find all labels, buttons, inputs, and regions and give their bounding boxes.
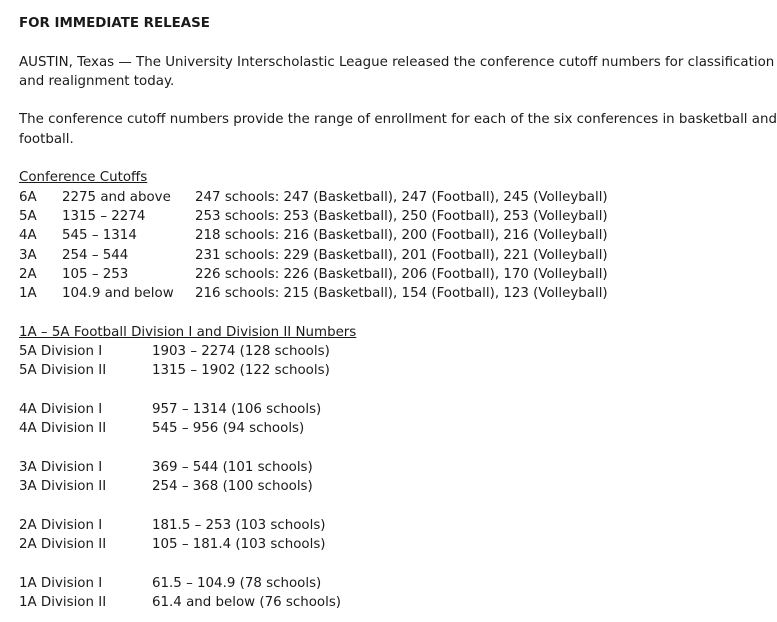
cutoff-row-5a — [19, 207, 608, 226]
division-row-4a-d1 — [19, 400, 601, 419]
division-value: 1315 – 1902 (122 schools) — [152, 363, 330, 379]
spacer — [19, 496, 601, 515]
cutoff-schools: 226 schools: 226 (Basketball), 206 (Football), 170 (Volleyball) — [195, 266, 608, 282]
cutoff-schools: 231 schools: 229 (Basketball), 201 (Football), 221 (Volleyball) — [195, 247, 608, 263]
intro-line-2: and realignment today. — [19, 73, 175, 89]
division-label: 1A Division II — [19, 594, 107, 610]
cutoff-range: 545 – 1314 — [62, 228, 137, 244]
cutoff-conference: 4A — [19, 228, 37, 244]
division-row-1a-d1 — [19, 574, 601, 593]
division-label: 5A Division I — [19, 344, 103, 360]
division-value: 957 – 1314 (106 schools) — [152, 401, 322, 417]
division-label: 1A Division I — [19, 575, 103, 591]
cutoff-range: 1315 – 2274 — [62, 208, 146, 224]
cutoff-range: 105 – 253 — [62, 266, 129, 282]
division-label: 4A Division I — [19, 401, 103, 417]
cutoff-range: 2275 and above — [62, 189, 171, 205]
division-value: 61.5 – 104.9 (78 schools) — [152, 575, 322, 591]
spacer — [19, 91, 601, 110]
division-value: 61.4 and below (76 schools) — [152, 594, 342, 610]
cutoff-schools: 218 schools: 216 (Basketball), 200 (Football), 216 (Volleyball) — [195, 228, 608, 244]
division-row-3a-d1 — [19, 458, 601, 477]
press-release-document — [19, 14, 777, 612]
cutoff-row-2a — [19, 265, 608, 284]
division-row-4a-d2 — [19, 419, 601, 438]
spacer — [19, 381, 601, 400]
spacer — [19, 554, 601, 573]
division-label: 4A Division II — [19, 421, 107, 437]
division-row-1a-d2 — [19, 593, 601, 612]
cutoff-schools: 216 schools: 215 (Basketball), 154 (Football), 123 (Volleyball) — [195, 286, 608, 302]
division-value: 181.5 – 253 (103 schools) — [152, 517, 326, 533]
division-label: 2A Division II — [19, 537, 107, 553]
spacer — [19, 33, 601, 52]
cutoff-conference: 6A — [19, 189, 37, 205]
division-label: 3A Division I — [19, 459, 103, 475]
division-label: 5A Division II — [19, 363, 107, 379]
explain-line-1: The conference cutoff numbers provide the range of enrollment for each of the six conferences in basketball and — [19, 112, 777, 128]
division-value: 369 – 544 (101 schools) — [152, 459, 313, 475]
division-row-5a-d2 — [19, 361, 601, 380]
division-row-2a-d2 — [19, 535, 601, 554]
division-row-5a-d1 — [19, 342, 601, 361]
division-label: 3A Division II — [19, 479, 107, 495]
cutoff-row-1a — [19, 284, 608, 303]
cutoff-schools: 253 schools: 253 (Basketball), 250 (Football), 253 (Volleyball) — [195, 208, 608, 224]
cutoffs-title: Conference Cutoffs — [19, 170, 148, 186]
cutoff-conference: 5A — [19, 208, 37, 224]
release-heading: FOR IMMEDIATE RELEASE — [19, 16, 210, 31]
division-row-2a-d1 — [19, 516, 601, 535]
cutoff-row-4a — [19, 226, 608, 245]
spacer — [19, 439, 601, 458]
spacer — [19, 149, 601, 168]
division-row-3a-d2 — [19, 477, 601, 496]
explain-line-2: football. — [19, 131, 74, 147]
division-value: 105 – 181.4 (103 schools) — [152, 537, 326, 553]
cutoff-conference: 1A — [19, 286, 37, 302]
cutoff-conference: 2A — [19, 266, 37, 282]
intro-line-1: AUSTIN, Texas — The University Interscholastic League released the conference cutoff numbers for classification — [19, 54, 775, 70]
division-label: 2A Division I — [19, 517, 103, 533]
cutoff-conference: 3A — [19, 247, 37, 263]
cutoff-range: 254 – 544 — [62, 247, 129, 263]
divisions-title: 1A – 5A Football Division I and Division II Numbers — [19, 324, 357, 340]
division-value: 545 – 956 (94 schools) — [152, 421, 305, 437]
cutoff-row-6a — [19, 188, 608, 207]
spacer — [19, 303, 601, 322]
cutoff-schools: 247 schools: 247 (Basketball), 247 (Football), 245 (Volleyball) — [195, 189, 608, 205]
cutoff-row-3a — [19, 246, 608, 265]
division-value: 254 – 368 (100 schools) — [152, 479, 313, 495]
cutoff-range: 104.9 and below — [62, 286, 174, 302]
division-value: 1903 – 2274 (128 schools) — [152, 344, 330, 360]
